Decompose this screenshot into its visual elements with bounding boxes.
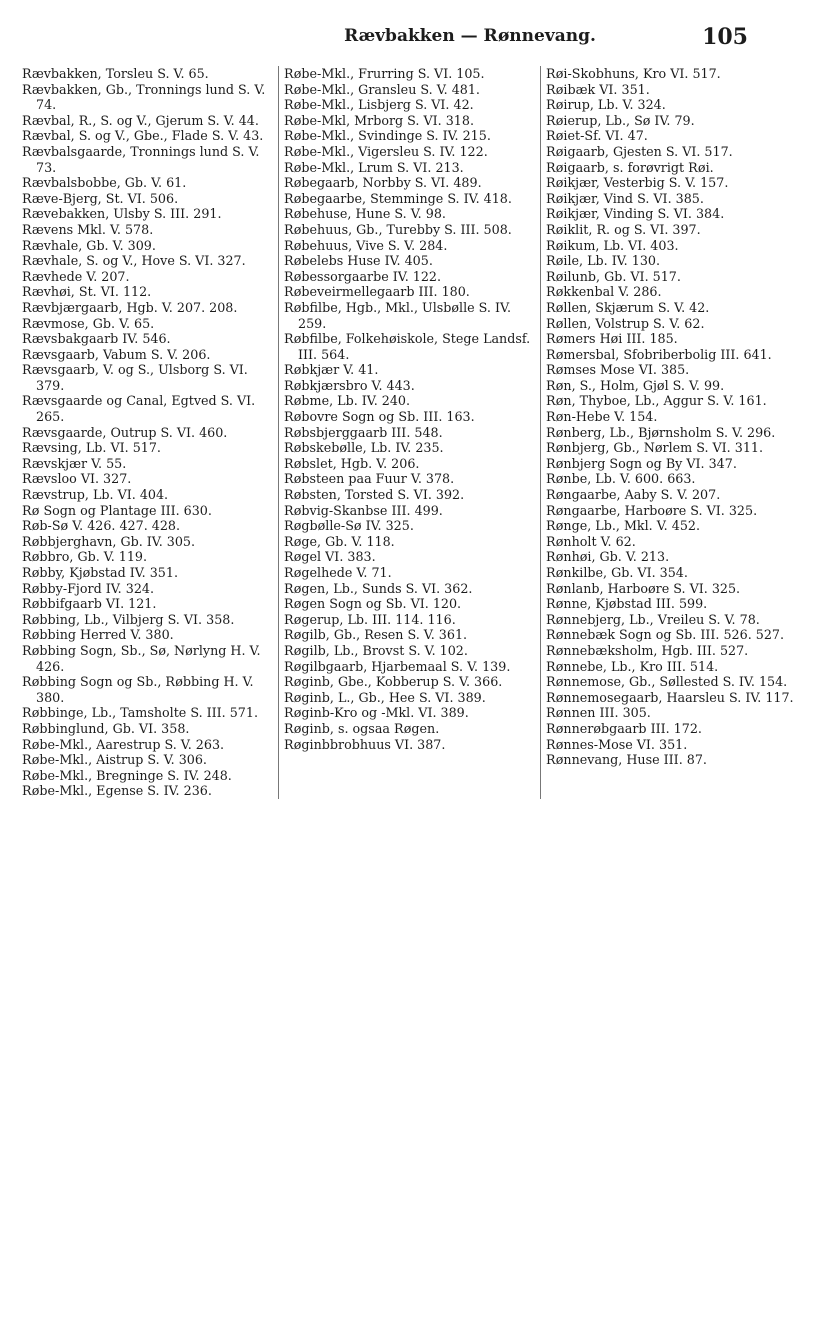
index-entry: Rævsing, Lb. VI. 517. (22, 440, 161, 456)
index-entry: Røkkenbal V. 286. (546, 284, 662, 300)
index-entry: Rævhale, S. og V., Hove S. VI. 327. (22, 253, 246, 269)
index-entry: Røbfilbe, Folkehøiskole, Stege Landsf. III. 564. (284, 331, 531, 362)
index-entry: Rævhede V. 207. (22, 268, 130, 284)
index-entry: Røgen, Lb., Sunds S. VI. 362. (284, 580, 473, 596)
index-columns (22, 66, 798, 799)
index-entry: Rævsbakgaarb IV. 546. (22, 331, 171, 347)
index-entry: Røbe-Mkl., Vigersleu S. IV. 122. (284, 143, 488, 159)
index-entry: Røginb-Kro og -Mkl. VI. 389. (284, 705, 469, 721)
index-entry: Røbbing Sogn og Sb., Røbbing H. V. 380. (22, 674, 254, 705)
index-entry: Røgelhede V. 71. (284, 565, 392, 580)
column-3 (540, 66, 798, 799)
index-entry: Rævmose, Gb. V. 65. (22, 315, 155, 331)
index-entry: Røginb, L., Gb., Hee S. VI. 389. (284, 689, 486, 705)
index-entry: Røbe-Mkl, Mrborg S. VI. 318. (284, 112, 474, 128)
index-entry: Røbehuus, Vive S. V. 284. (284, 237, 448, 253)
index-entry: Røiet-Sf. VI. 47. (546, 128, 648, 144)
index-entry: Rønnes-Mose VI. 351. (546, 736, 688, 752)
index-entry: Rønbjerg Sogn og By VI. 347. (546, 455, 737, 471)
index-entry: Røikjær, Vind S. VI. 385. (546, 190, 704, 206)
index-entry: Røilunb, Gb. VI. 517. (546, 268, 681, 284)
index-entry: Røbe-Mkl., Aarestrup S. V. 263. (22, 736, 225, 752)
index-entry: Røn-Hebe V. 154. (546, 409, 658, 425)
index-entry: Røigaarb, Gjesten S. VI. 517. (546, 143, 733, 159)
index-entry: Rønbe, Lb. V. 600. 663. (546, 471, 696, 487)
index-entry: Røbfilbe, Hgb., Mkl., Ulsbølle S. IV. 259. (284, 299, 511, 331)
index-entry: Røikjær, Vinding S. VI. 384. (546, 206, 725, 222)
index-entry: Røllen, Volstrup S. V. 62. (546, 315, 705, 331)
index-entry: Røbe-Mkl., Lisbjerg S. VI. 42. (284, 97, 474, 113)
index-entry: Røbbifgaarb VI. 121. (22, 596, 157, 612)
index-entry: Rønnebæk Sogn og Sb. III. 526. 527. (546, 627, 785, 643)
index-entry: Rønnebæksholm, Hgb. III. 527. (546, 642, 749, 658)
index-entry: Rønnerøbgaarb III. 172. (546, 720, 702, 736)
index-entry: Røbe-Mkl., Aistrup S. V. 306. (22, 752, 207, 768)
index-entry: Røllen, Skjærum S. V. 42. (546, 299, 710, 315)
index-entry: Rævens Mkl. V. 578. (22, 221, 154, 237)
index-entry: Røbegaarb, Norbby S. VI. 489. (284, 175, 482, 191)
index-entry: Røbbinge, Lb., Tamsholte S. III. 571. (22, 705, 258, 721)
index-entry: Rønnebjerg, Lb., Vreileu S. V. 78. (546, 611, 760, 627)
index-entry: Røbme, Lb. IV. 240. (284, 393, 411, 409)
index-entry: Rønlanb, Harboøre S. VI. 325. (546, 580, 741, 596)
index-entry: Røierup, Lb., Sø IV. 79. (546, 112, 695, 128)
index-entry: Rævbal, S. og V., Gbe., Flade S. V. 43. (22, 128, 264, 144)
index-entry: Rævbal, R., S. og V., Gjerum S. V. 44. (22, 112, 259, 128)
index-entry: Røgilb, Lb., Brovst S. V. 102. (284, 642, 468, 658)
index-entry: Ræve-Bjerg, St. VI. 506. (22, 190, 179, 206)
index-entry: Røbelebs Huse IV. 405. (284, 253, 433, 269)
index-entry: Røbkjærsbro V. 443. (284, 377, 415, 393)
index-entry: Røiklit, R. og S. VI. 397. (546, 221, 701, 237)
index-entry: Rævbjærgaarb, Hgb. V. 207. 208. (22, 299, 238, 315)
index-entry: Røgbølle-Sø IV. 325. (284, 518, 414, 534)
index-entry: Rønnen III. 305. (546, 705, 651, 721)
index-entry: Rømses Mose VI. 385. (546, 362, 690, 378)
page-header (0, 24, 826, 54)
index-entry: Røbby-Fjord IV. 324. (22, 580, 154, 596)
index-entry: Rønnemose, Gb., Søllested S. IV. 154. (546, 674, 788, 690)
index-entry: Røbbing, Lb., Vilbjerg S. VI. 358. (22, 611, 235, 627)
index-entry: Rønne, Kjøbstad III. 599. (546, 596, 708, 612)
index-entry: Røbbro, Gb. V. 119. (22, 549, 148, 565)
index-entry: Røikjær, Vesterbig S. V. 157. (546, 175, 729, 191)
index-entry: Røigaarb, s. forøvrigt Røi. (546, 159, 714, 175)
index-entry: Røbessorgaarbe IV. 122. (284, 268, 442, 284)
index-entry: Røn, Thyboe, Lb., Aggur S. V. 161. (546, 393, 767, 409)
index-entry: Røbby, Kjøbstad IV. 351. (22, 565, 178, 580)
index-entry: Rævbalsbobbe, Gb. V. 61. (22, 175, 187, 191)
index-entry: Røginb, Gbe., Kobberup S. V. 366. (284, 674, 503, 690)
index-entry: Røbehuse, Hune S. V. 98. (284, 206, 446, 222)
index-entry: Røginbbrobhuus VI. 387. (284, 736, 446, 752)
page-number: 105 (702, 24, 748, 50)
index-entry: Rævbalsgaarde, Tronnings lund S. V. 73. (22, 143, 260, 175)
index-entry: Røbe-Mkl., Bregninge S. IV. 248. (22, 767, 232, 783)
column-2 (278, 66, 532, 799)
index-entry: Røbe-Mkl., Frurring S. VI. 105. (284, 66, 485, 81)
index-entry: Røbe-Mkl., Gransleu S. V. 481. (284, 81, 480, 97)
index-entry: Røbbinglund, Gb. VI. 358. (22, 720, 190, 736)
index-entry: Rævsgaarb, V. og S., Ulsborg S. VI. 379. (22, 362, 248, 393)
index-entry: Røn, S., Holm, Gjøl S. V. 99. (546, 377, 725, 393)
index-entry: Røbe-Mkl., Egense S. IV. 236. (22, 783, 212, 799)
index-entry: Rønbjerg, Gb., Nørlem S. VI. 311. (546, 440, 764, 456)
index-entry: Rævebakken, Ulsby S. III. 291. (22, 206, 222, 222)
index-entry: Rønge, Lb., Mkl. V. 452. (546, 518, 701, 534)
index-entry: Rævstrup, Lb. VI. 404. (22, 487, 169, 503)
index-entry: Røgel VI. 383. (284, 549, 376, 565)
index-entry: Rønnebe, Lb., Kro III. 514. (546, 658, 719, 674)
index-entry: Rømers Høi III. 185. (546, 331, 678, 347)
index-entry: Røbkjær V. 41. (284, 362, 379, 378)
index-entry: Røbsten, Torsted S. VI. 392. (284, 487, 465, 503)
index-entry: Rømersbal, Sfobriberbolig III. 641. (546, 346, 772, 362)
index-entry: Rævbakken, Torsleu S. V. 65. (22, 66, 209, 81)
index-entry: Røbe-Mkl., Lrum S. VI. 213. (284, 159, 464, 175)
index-entry: Røbsbjerggaarb III. 548. (284, 424, 443, 440)
index-entry: Røikum, Lb. VI. 403. (546, 237, 679, 253)
index-entry: Rævsgaarde og Canal, Egtved S. VI. 265. (22, 393, 256, 425)
index-entry: Rævhøi, St. VI. 112. (22, 284, 152, 300)
index-entry: Røgen Sogn og Sb. VI. 120. (284, 596, 462, 612)
index-entry: Rønnevang, Huse III. 87. (546, 752, 707, 768)
running-head: Rævbakken — Rønnevang. (344, 26, 596, 46)
index-entry: Rønnemosegaarb, Haarsleu S. IV. 117. (546, 689, 794, 705)
index-entry: Røbbjerghavn, Gb. IV. 305. (22, 533, 196, 549)
index-entry: Røngaarbe, Harboøre S. VI. 325. (546, 502, 758, 518)
index-entry: Rønkilbe, Gb. VI. 354. (546, 565, 688, 580)
index-entry: Røbegaarbe, Stemminge S. IV. 418. (284, 190, 512, 206)
index-entry: Røbehuus, Gb., Turebby S. III. 508. (284, 221, 512, 237)
index-entry: Røge, Gb. V. 118. (284, 533, 395, 549)
index-entry: Rønholt V. 62. (546, 533, 636, 549)
index-entry: Røgilbgaarb, Hjarbemaal S. V. 139. (284, 658, 511, 674)
index-entry: Røbvig-Skanbse III. 499. (284, 502, 443, 518)
index-entry: Røbslet, Hgb. V. 206. (284, 455, 420, 471)
column-1 (22, 66, 270, 799)
index-entry: Rævbakken, Gb., Tronnings lund S. V. 74. (22, 81, 266, 113)
index-entry: Rø Sogn og Plantage III. 630. (22, 502, 212, 518)
index-entry: Røbeveirmellegaarb III. 180. (284, 284, 470, 300)
index-entry: Rønberg, Lb., Bjørnsholm S. V. 296. (546, 424, 776, 440)
index-entry: Rævskjær V. 55. (22, 455, 127, 471)
index-entry: Røbbing Herred V. 380. (22, 627, 174, 643)
index-entry: Røbovre Sogn og Sb. III. 163. (284, 409, 475, 425)
index-entry: Rævsgaarb, Vabum S. V. 206. (22, 346, 211, 362)
index-entry: Rønhøi, Gb. V. 213. (546, 549, 670, 565)
index-entry: Røbsteen paa Fuur V. 378. (284, 471, 455, 487)
index-entry: Rævsgaarde, Outrup S. VI. 460. (22, 424, 228, 440)
index-entry: Røbskebølle, Lb. IV. 235. (284, 440, 444, 456)
index-entry: Røginb, s. ogsaa Røgen. (284, 720, 440, 736)
index-entry: Røbbing Sogn, Sb., Sø, Nørlyng H. V. 426. (22, 642, 261, 674)
index-entry: Røgerup, Lb. III. 114. 116. (284, 611, 456, 627)
index-entry: Rævhale, Gb. V. 309. (22, 237, 156, 253)
index-entry: Røbe-Mkl., Svindinge S. IV. 215. (284, 128, 491, 144)
index-entry: Røibæk VI. 351. (546, 81, 650, 97)
index-entry: Røi-Skobhuns, Kro VI. 517. (546, 66, 721, 81)
index-entry: Røgilb, Gb., Resen S. V. 361. (284, 627, 468, 643)
index-entry: Røngaarbe, Aaby S. V. 207. (546, 487, 721, 503)
index-entry: Rævsloo VI. 327. (22, 471, 132, 487)
index-entry: Røb-Sø V. 426. 427. 428. (22, 518, 181, 534)
index-entry: Røile, Lb. IV. 130. (546, 253, 660, 269)
index-entry: Røirup, Lb. V. 324. (546, 97, 666, 113)
